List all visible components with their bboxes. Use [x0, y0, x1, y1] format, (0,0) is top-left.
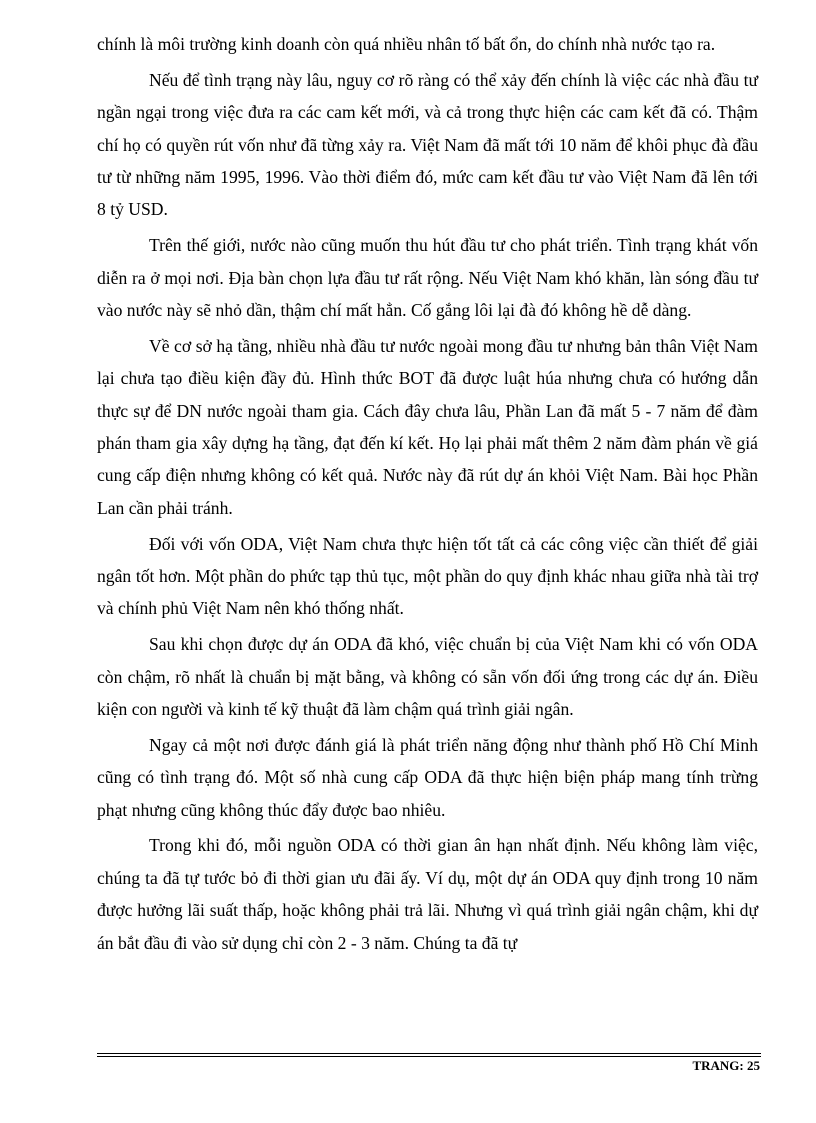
- paragraph-2: Nếu để tình trạng này lâu, nguy cơ rõ ràng có thể xảy đến chính là việc các nhà đầu tư ngần ngại trong việc đưa ra các cam kết mới, và cả trong thực hiện các cam kết đã có. Thậm chí họ có quyền rút vốn như đã từng xảy ra. Việt Nam đã mất tới 10 năm để khôi phục đà đầu tư từ những năm 1995, 1996. Vào thời điểm đó, mức cam kết đầu tư vào Việt Nam đã lên tới 8 tỷ USD.: [97, 69, 758, 220]
- paragraph-1: chính là môi trường kinh doanh còn quá nhiều nhân tố bất ổn, do chính nhà nước tạo ra.: [97, 34, 716, 54]
- paragraph-6: Sau khi chọn được dự án ODA đã khó, việc chuẩn bị của Việt Nam khi có vốn ODA còn chậm, rõ nhất là chuẩn bị mặt bằng, và không có sẵn vốn đối ứng trong các dự án. Điều kiện con người và kinh tế kỹ thuật đã làm chậm quá trình giải ngân.: [97, 634, 758, 720]
- page-number: TRANG: 25: [692, 1058, 760, 1073]
- paragraph-7: Ngay cả một nơi được đánh giá là phát triển năng động như thành phố Hồ Chí Minh cũng có tình trạng đó. Một số nhà cung cấp ODA đã thực hiện biện pháp mang tính trừng phạt nhưng cũng không thúc đẩy được bao nhiêu.: [97, 734, 758, 820]
- footer-divider-double: [97, 1056, 761, 1057]
- footer-divider: [97, 1053, 761, 1054]
- paragraph-3: Trên thế giới, nước nào cũng muốn thu hút đầu tư cho phát triển. Tình trạng khát vốn diễn ra ở mọi nơi. Địa bàn chọn lựa đầu tư rất rộng. Nếu Việt Nam khó khăn, làn sóng đầu tư vào nước này sẽ nhỏ dần, thậm chí mất hẳn. Cố gắng lôi lại đà đó không hề dễ dàng.: [97, 235, 758, 321]
- paragraph-8: Trong khi đó, mỗi nguồn ODA có thời gian ân hạn nhất định. Nếu không làm việc, chúng ta đã tự tước bỏ đi thời gian ưu đãi ấy. Ví dụ, một dự án ODA quy định trong 10 năm được hưởng lãi suất thấp, hoặc không phải trả lãi. Nhưng vì quá trình giải ngân chậm, khi dự án bắt đầu đi vào sử dụng chỉ còn 2 - 3 năm. Chúng ta đã tự: [97, 835, 758, 953]
- paragraph-5: Đối với vốn ODA, Việt Nam chưa thực hiện tốt tất cả các công việc cần thiết để giải ngân tốt hơn. Một phần do phức tạp thủ tục, một phần do quy định khác nhau giữa nhà tài trợ và chính phủ Việt Nam nên khó thống nhất.: [97, 533, 758, 619]
- paragraph-4: Về cơ sở hạ tầng, nhiều nhà đầu tư nước ngoài mong đầu tư nhưng bản thân Việt Nam lại chưa tạo điều kiện đầy đủ. Hình thức BOT đã được luật húa nhưng chưa có hướng dẫn thực sự để DN nước ngoài tham gia. Cách đây chưa lâu, Phần Lan đã mất 5 - 7 năm để đàm phán tham gia xây dựng hạ tầng, đạt đến kí kết. Họ lại phải mất thêm 2 năm đàm phán về giá cung cấp điện nhưng không có kết quả. Nước này đã rút dự án khỏi Việt Nam. Bài học Phần Lan cần phải tránh.: [97, 335, 758, 518]
- body-text: [97, 28, 758, 963]
